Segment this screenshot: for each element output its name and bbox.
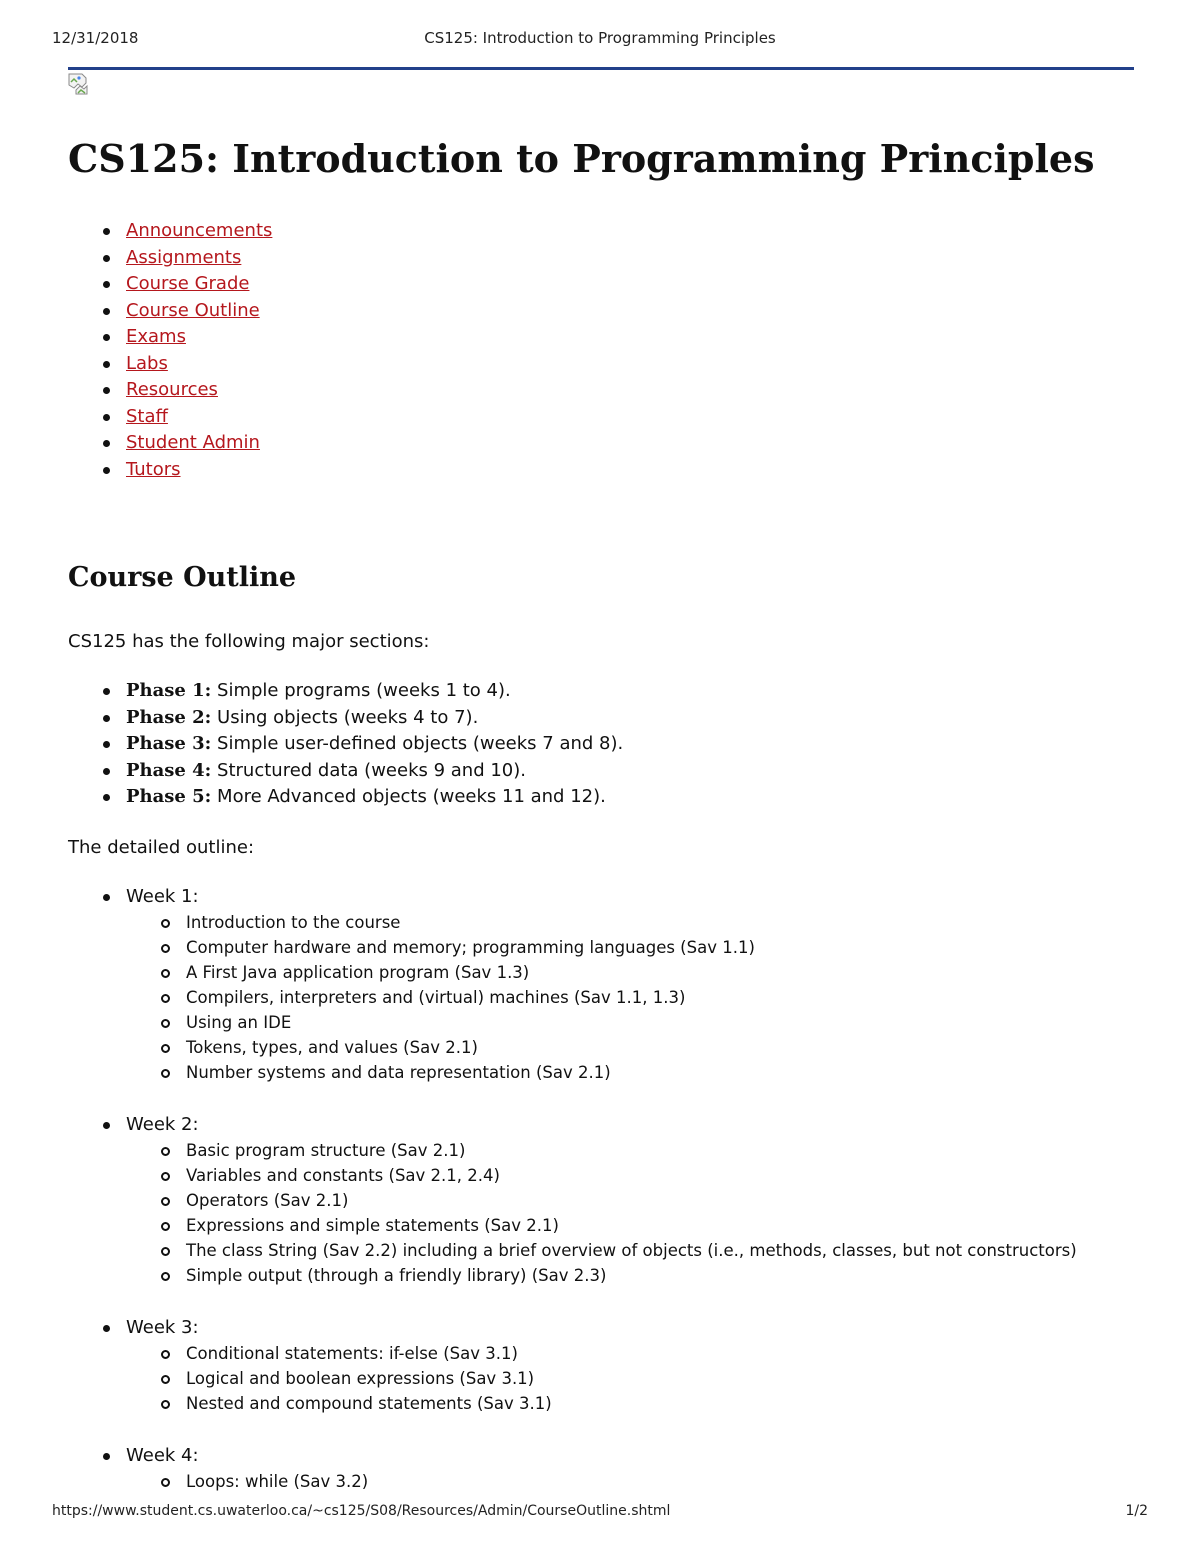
section-heading: Course Outline bbox=[68, 562, 297, 593]
topic-item bbox=[68, 910, 1148, 935]
topic-text: A First Java application program (Sav 1.3) bbox=[186, 963, 530, 982]
broken-image-icon bbox=[68, 73, 92, 95]
bullet-icon bbox=[103, 281, 110, 288]
topic-item bbox=[68, 1391, 1148, 1416]
print-url: https://www.student.cs.uwaterloo.ca/~cs125/S08/Resources/Admin/CourseOutline.shtml bbox=[52, 1503, 671, 1519]
phase-item bbox=[68, 784, 623, 811]
week-label: Week 4: bbox=[126, 1445, 199, 1466]
nav-item-course-grade bbox=[68, 271, 272, 298]
circle-bullet-icon bbox=[161, 1478, 170, 1487]
bullet-icon bbox=[103, 768, 110, 775]
topic-text: Basic program structure (Sav 2.1) bbox=[186, 1141, 466, 1160]
topic-item bbox=[68, 1366, 1148, 1391]
print-date: 12/31/2018 bbox=[52, 29, 139, 47]
phase-text: Using objects (weeks 4 to 7). bbox=[211, 706, 479, 728]
topic-item bbox=[68, 1341, 1148, 1366]
week-label: Week 1: bbox=[126, 886, 199, 907]
bullet-icon bbox=[103, 308, 110, 315]
topic-text: Logical and boolean expressions (Sav 3.1) bbox=[186, 1369, 535, 1388]
phase-label: Phase 2: bbox=[126, 706, 212, 728]
week-item bbox=[68, 1443, 1148, 1494]
circle-bullet-icon bbox=[161, 1272, 170, 1281]
phase-label: Phase 1: bbox=[126, 680, 212, 701]
intro-text: CS125 has the following major sections: bbox=[68, 631, 430, 652]
phase-list bbox=[68, 678, 623, 811]
bullet-icon bbox=[103, 334, 110, 341]
circle-bullet-icon bbox=[161, 1147, 170, 1156]
bullet-icon bbox=[103, 255, 110, 262]
nav-link-exams[interactable]: Exams bbox=[126, 326, 186, 347]
nav-item-assignments bbox=[68, 245, 272, 272]
nav-link-announcements[interactable]: Announcements bbox=[126, 220, 273, 241]
nav-link-course-grade[interactable]: Course Grade bbox=[126, 273, 250, 294]
topic-text: Expressions and simple statements (Sav 2.1) bbox=[186, 1216, 559, 1235]
nav-item-labs bbox=[68, 351, 272, 378]
topic-item bbox=[68, 1163, 1148, 1188]
topic-item bbox=[68, 1188, 1148, 1213]
bullet-icon bbox=[103, 741, 110, 748]
topic-list bbox=[126, 1138, 1148, 1288]
bullet-icon bbox=[103, 894, 110, 901]
page-title: CS125: Introduction to Programming Principles bbox=[68, 136, 1095, 181]
topic-text: Variables and constants (Sav 2.1, 2.4) bbox=[186, 1166, 500, 1185]
phase-label: Phase 4: bbox=[126, 759, 212, 781]
course-nav bbox=[68, 218, 272, 483]
circle-bullet-icon bbox=[161, 1197, 170, 1206]
topic-list bbox=[126, 1341, 1148, 1416]
week-item bbox=[68, 1112, 1148, 1288]
week-label: Week 2: bbox=[126, 1114, 199, 1135]
phase-item bbox=[68, 731, 623, 758]
phase-text: Simple user-defined objects (weeks 7 and 8). bbox=[211, 733, 624, 755]
bullet-icon bbox=[103, 688, 110, 695]
bullet-icon bbox=[103, 1122, 110, 1129]
topic-item bbox=[68, 1035, 1148, 1060]
print-footer bbox=[52, 1503, 1148, 1523]
circle-bullet-icon bbox=[161, 944, 170, 953]
nav-link-student-admin[interactable]: Student Admin bbox=[126, 432, 260, 453]
print-doc-title: CS125: Introduction to Programming Principles bbox=[424, 29, 776, 47]
nav-item-announcements bbox=[68, 218, 272, 245]
phase-label: Phase 3: bbox=[126, 733, 212, 755]
bullet-icon bbox=[103, 715, 110, 722]
bullet-icon bbox=[103, 440, 110, 447]
bullet-icon bbox=[103, 1453, 110, 1460]
topic-item bbox=[68, 985, 1148, 1010]
topic-item bbox=[68, 1010, 1148, 1035]
topic-text: Introduction to the course bbox=[186, 913, 401, 932]
circle-bullet-icon bbox=[161, 1247, 170, 1256]
print-header bbox=[52, 29, 1148, 49]
nav-item-student-admin bbox=[68, 430, 272, 457]
nav-item-exams bbox=[68, 324, 272, 351]
nav-item-tutors bbox=[68, 457, 272, 484]
bullet-icon bbox=[103, 1325, 110, 1332]
bullet-icon bbox=[103, 794, 110, 801]
phase-item bbox=[68, 705, 623, 732]
week-item bbox=[68, 1315, 1148, 1416]
nav-link-assignments[interactable]: Assignments bbox=[126, 246, 242, 268]
topic-text: Loops: while (Sav 3.2) bbox=[186, 1472, 369, 1491]
circle-bullet-icon bbox=[161, 994, 170, 1003]
topic-text: Conditional statements: if-else (Sav 3.1) bbox=[186, 1344, 518, 1363]
circle-bullet-icon bbox=[161, 1172, 170, 1181]
circle-bullet-icon bbox=[161, 1400, 170, 1409]
topic-item bbox=[68, 935, 1148, 960]
bullet-icon bbox=[103, 387, 110, 394]
bullet-icon bbox=[103, 228, 110, 235]
week-list bbox=[68, 884, 1148, 1521]
week-item bbox=[68, 884, 1148, 1085]
bullet-icon bbox=[103, 361, 110, 368]
circle-bullet-icon bbox=[161, 1350, 170, 1359]
topic-text: Operators (Sav 2.1) bbox=[186, 1191, 349, 1210]
topic-text: Compilers, interpreters and (virtual) machines (Sav 1.1, 1.3) bbox=[186, 988, 686, 1007]
phase-item bbox=[68, 678, 623, 705]
phase-item bbox=[68, 758, 623, 785]
phase-text: More Advanced objects (weeks 11 and 12). bbox=[211, 786, 606, 808]
bullet-icon bbox=[103, 414, 110, 421]
phase-text: Simple programs (weeks 1 to 4). bbox=[211, 680, 511, 701]
topic-item bbox=[68, 1060, 1148, 1085]
topic-item bbox=[68, 1238, 1148, 1263]
phase-text: Structured data (weeks 9 and 10). bbox=[211, 759, 527, 781]
nav-link-tutors[interactable]: Tutors bbox=[126, 458, 181, 480]
topic-text: Computer hardware and memory; programming languages (Sav 1.1) bbox=[186, 938, 755, 957]
topic-list bbox=[126, 910, 1148, 1085]
topic-list bbox=[126, 1469, 1148, 1494]
topic-item bbox=[68, 1213, 1148, 1238]
top-rule bbox=[68, 67, 1134, 70]
circle-bullet-icon bbox=[161, 1375, 170, 1384]
nav-link-resources[interactable]: Resources bbox=[126, 379, 218, 400]
nav-item-course-outline bbox=[68, 298, 272, 325]
week-label: Week 3: bbox=[126, 1317, 199, 1338]
topic-item bbox=[68, 960, 1148, 985]
circle-bullet-icon bbox=[161, 1019, 170, 1028]
topic-text: Simple output (through a friendly library) (Sav 2.3) bbox=[186, 1266, 607, 1285]
circle-bullet-icon bbox=[161, 1069, 170, 1078]
topic-text: Tokens, types, and values (Sav 2.1) bbox=[186, 1038, 478, 1057]
nav-item-staff bbox=[68, 404, 272, 431]
topic-text: Using an IDE bbox=[186, 1013, 292, 1032]
phase-label: Phase 5: bbox=[126, 786, 212, 808]
nav-link-staff[interactable]: Staff bbox=[126, 405, 168, 427]
detailed-outline-intro: The detailed outline: bbox=[68, 837, 255, 858]
topic-item bbox=[68, 1138, 1148, 1163]
bullet-icon bbox=[103, 467, 110, 474]
circle-bullet-icon bbox=[161, 1044, 170, 1053]
topic-text: Nested and compound statements (Sav 3.1) bbox=[186, 1394, 552, 1413]
topic-item bbox=[68, 1263, 1148, 1288]
page-number: 1/2 bbox=[1125, 1503, 1148, 1519]
topic-text: Number systems and data representation (Sav 2.1) bbox=[186, 1063, 611, 1082]
nav-link-labs[interactable]: Labs bbox=[126, 352, 168, 374]
nav-item-resources bbox=[68, 377, 272, 404]
circle-bullet-icon bbox=[161, 969, 170, 978]
topic-item bbox=[68, 1469, 1148, 1494]
topic-text: The class String (Sav 2.2) including a brief overview of objects (i.e., methods, classes, but not constructors) bbox=[186, 1241, 1077, 1260]
circle-bullet-icon bbox=[161, 919, 170, 928]
circle-bullet-icon bbox=[161, 1222, 170, 1231]
nav-link-course-outline[interactable]: Course Outline bbox=[126, 299, 260, 321]
